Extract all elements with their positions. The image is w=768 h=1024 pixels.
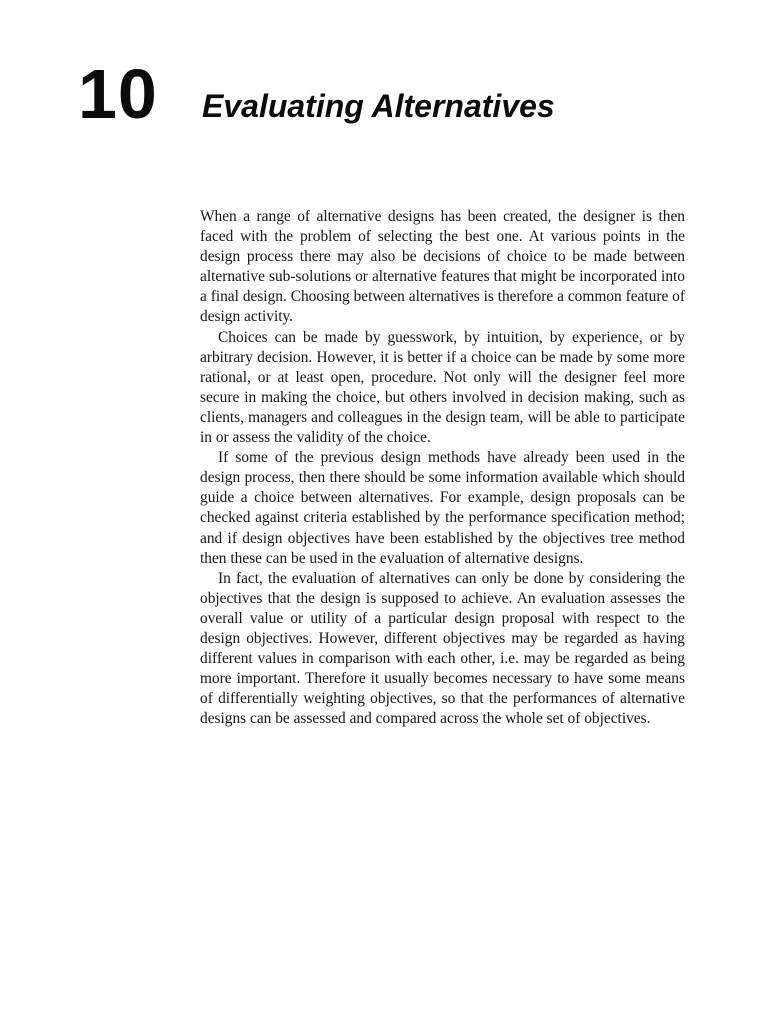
body-paragraph: Choices can be made by guesswork, by intuition, by experience, or by arbitrary decision. However, it is better if a choice can be made by some more rational, or at least open, procedure. Not only will the designer feel more secure in making the choice, but others involved in decision making, such as clients, managers and colleagues in the design team, will be able to participate in or assess the validity of the choice. xyxy=(200,328,685,447)
body-paragraph: When a range of alternative designs has been created, the designer is then faced with the problem of selecting the best one. At various points in the design process there may also be decisions of choice to be made between alternative sub-solutions or alternative features that might be incorporated into a final design. Choosing between alternatives is therefore a common feature of design activity. xyxy=(200,208,685,326)
body-paragraph: In fact, the evaluation of alternatives can only be done by considering the objectives that the design is supposed to achieve. An evaluation assesses the overall value or utility of a particular design proposal with respect to the design objectives. However, different objectives may be regarded as having different values in comparison with each other, i.e. may be regarded as being more important. Therefore it usually becomes necessary to have some means of differentially weighting objectives, so that the performances of alternative designs can be assessed and compared across the whole set of objectives. xyxy=(200,569,685,728)
chapter-title: Evaluating Alternatives xyxy=(202,88,555,124)
chapter-number: 10 xyxy=(78,55,158,133)
chapter-body-text xyxy=(200,207,685,729)
body-paragraph: If some of the previous design methods have already been used in the design process, then there should be some information available which should guide a choice between alternatives. For example, design proposals can be checked against criteria established by the performance specification method; and if design objectives have been established by the objectives tree method then these can be used in the evaluation of alternative designs. xyxy=(200,449,685,567)
